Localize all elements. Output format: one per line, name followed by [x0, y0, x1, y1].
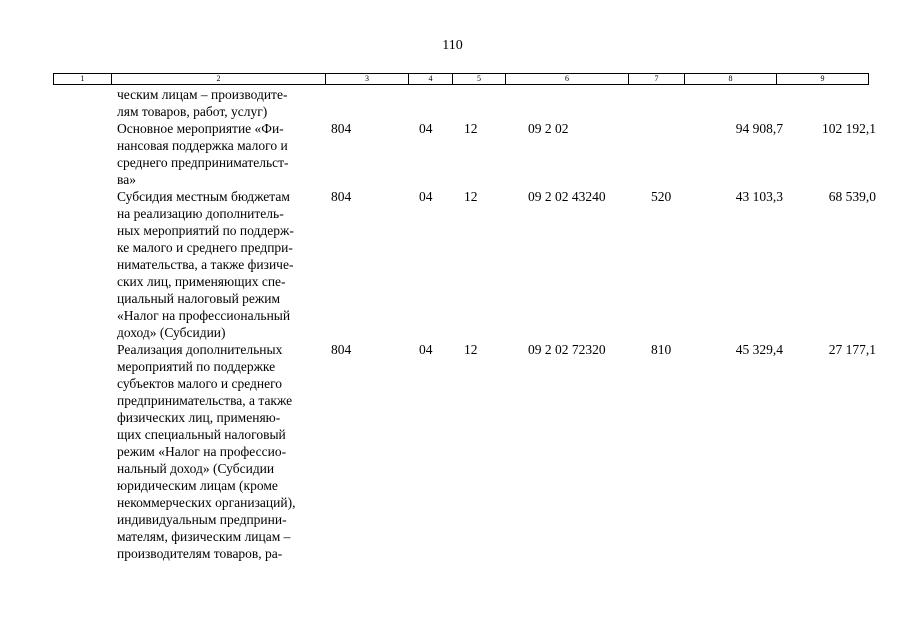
amount-column-9: 102 192,1	[822, 121, 876, 136]
column-number-7: 7	[629, 74, 685, 85]
column-number-6: 6	[506, 74, 629, 85]
amount-column-8: 94 908,7	[735, 121, 783, 136]
column-number-8: 8	[685, 74, 777, 85]
column-number-2: 2	[112, 74, 326, 85]
ministry-code: 804	[331, 189, 352, 204]
table-row	[0, 86, 905, 120]
budget-table-body	[0, 86, 905, 562]
row-description: ческим лицам – производите- лям товаров, работ, услуг)	[117, 87, 288, 119]
subsection-code: 12	[464, 342, 478, 357]
section-code: 04	[419, 189, 433, 204]
row-description: Субсидия местным бюджетам на реализацию дополнитель- ных мероприятий по поддерж- ке малого и среднего предпри- нимательства, а также физиче- ских лиц, применяющих спе- циальный налоговый режим «Налог на профессиональный доход» (Субсидии)	[117, 189, 294, 340]
section-code: 04	[419, 121, 433, 136]
amount-column-9: 68 539,0	[828, 189, 876, 204]
section-code: 04	[419, 342, 433, 357]
target-article-code: 09 2 02 72320	[528, 342, 606, 357]
column-number-3: 3	[326, 74, 409, 85]
target-article-code: 09 2 02	[528, 121, 569, 136]
column-number-9: 9	[777, 74, 869, 85]
expense-type-code: 810	[651, 342, 672, 357]
subsection-code: 12	[464, 189, 478, 204]
table-row	[0, 188, 905, 341]
row-description: Основное мероприятие «Фи- нансовая поддержка малого и среднего предпринимательст- ва»	[117, 121, 289, 187]
target-article-code: 09 2 02 43240	[528, 189, 606, 204]
table-row	[0, 341, 905, 562]
page-number: 110	[442, 38, 463, 53]
ministry-code: 804	[331, 342, 352, 357]
table-row	[0, 120, 905, 188]
amount-column-8: 45 329,4	[735, 342, 783, 357]
column-number-4: 4	[409, 74, 453, 85]
column-number-header	[53, 73, 869, 85]
amount-column-9: 27 177,1	[828, 342, 876, 357]
column-number-1: 1	[54, 74, 112, 85]
ministry-code: 804	[331, 121, 352, 136]
expense-type-code: 520	[651, 189, 672, 204]
amount-column-8: 43 103,3	[735, 189, 783, 204]
subsection-code: 12	[464, 121, 478, 136]
row-description: Реализация дополнительных мероприятий по поддержке субъектов малого и среднего предпринимательства, а также физических лиц, применяю- щих специальный налоговый режим «Налог на профессио- нальный доход» (Субсидии юридическим лицам (кроме некоммерческих организаций), индивидуальным предприни- мателям, физическим лицам – производителям товаров, ра-	[117, 342, 296, 561]
column-number-5: 5	[453, 74, 506, 85]
